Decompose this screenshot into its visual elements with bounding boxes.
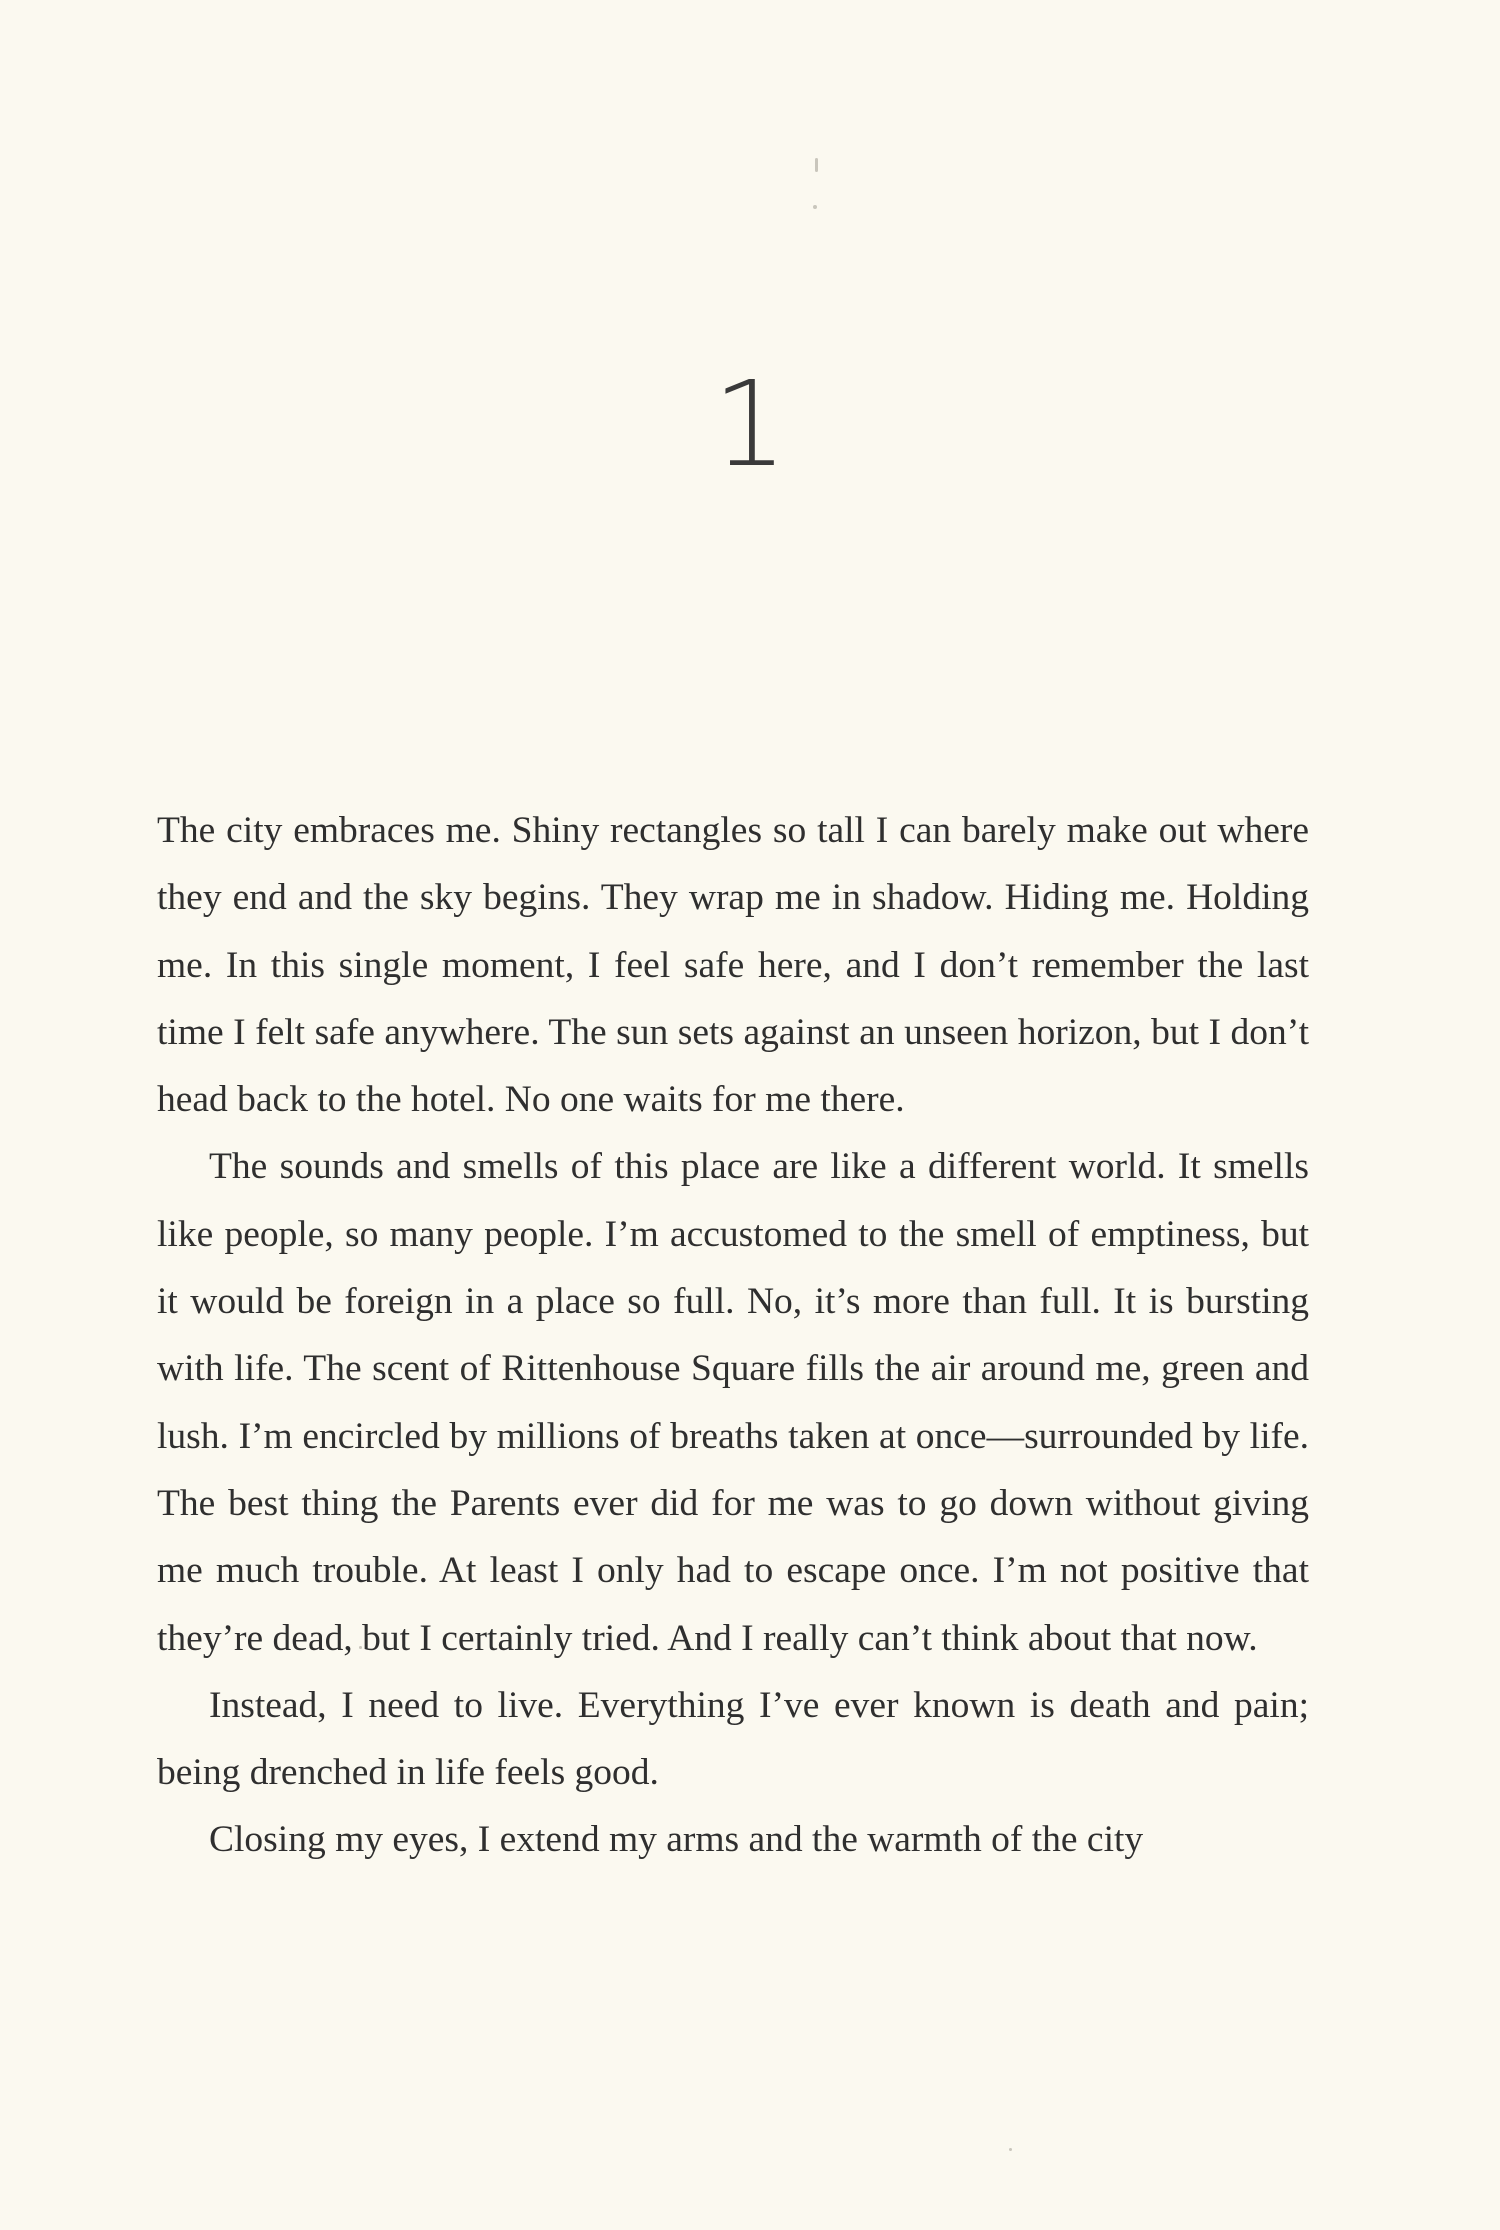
paragraph-1: The city embraces me. Shiny rectangles so tall I can barely make out where they end and the sky begins. They wrap me in shadow. Hiding me. Holding me. In this single moment, I feel safe here, and I don’t remember the last time I felt safe anywhere. The sun sets against an unseen horizon, but I don’t head back to the hotel. No one waits for me there.: [157, 810, 1309, 1121]
page-speck: [813, 205, 817, 209]
paragraph-4: Closing my eyes, I extend my arms and the warmth of the city: [209, 1819, 1144, 1861]
chapter-number: 1: [712, 355, 788, 493]
page-speck: [1009, 2148, 1012, 2151]
chapter-body: [157, 797, 1309, 1874]
page-speck: [815, 158, 818, 172]
paragraph-3: Instead, I need to live. Everything I’ve ever known is death and pain; being drenched in life feels good.: [157, 1684, 1309, 1794]
paragraph-2: The sounds and smells of this place are like a different world. It smells like people, so many people. I’m accustomed to the smell of emptiness, but it would be foreign in a place so full. No, it’s more than full. It is bursting with life. The scent of Rittenhouse Square fills the air around me, green and lush. I’m encircled by millions of breaths taken at once—surrounded by life. The best thing the Parents ever did for me was to go down without giving me much trouble. At least I only had to escape once. I’m not positive that they’re dead, but I certainly tried. And I really can’t think about that now.: [157, 1146, 1309, 1659]
